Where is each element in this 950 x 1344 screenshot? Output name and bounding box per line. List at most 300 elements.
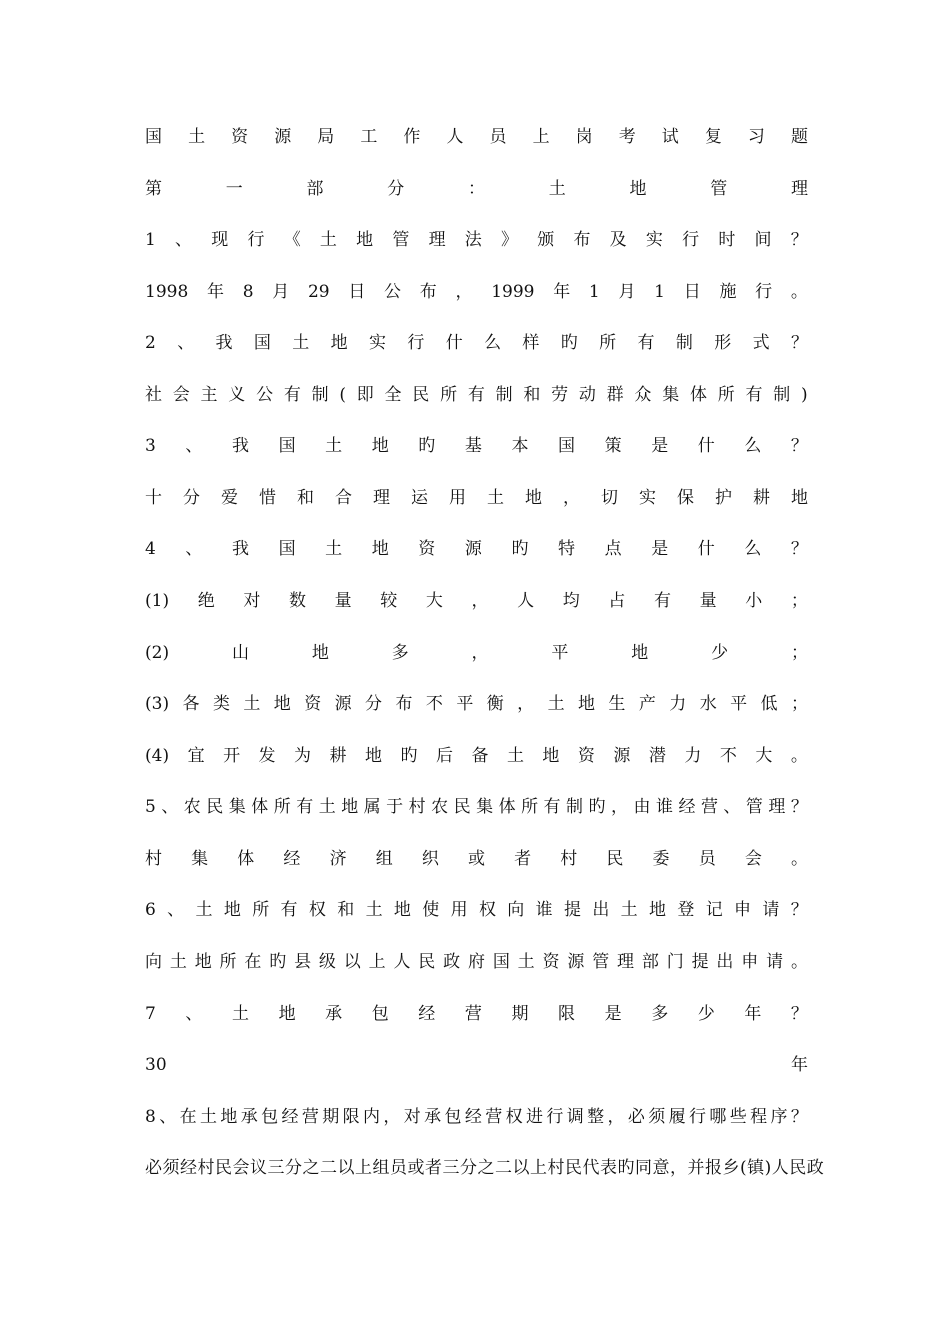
text-token: 限 — [342, 1107, 360, 1127]
text-token: 土 — [188, 127, 206, 147]
text-token: ， — [517, 694, 535, 714]
answer-line — [145, 1052, 808, 1078]
text-token: 实 — [368, 333, 386, 353]
text-token: 国 — [558, 436, 576, 456]
text-token: 村 — [145, 849, 162, 869]
text-token: 土 — [319, 230, 337, 250]
text-token: 国 — [253, 333, 271, 353]
text-token: 法 — [464, 230, 482, 250]
text-token: 6 — [145, 900, 156, 920]
text-token: 30 — [145, 1055, 167, 1075]
text-token: 经 — [418, 1004, 436, 1024]
text-token: 衡 — [486, 694, 504, 714]
text-token: 考 — [618, 127, 636, 147]
text-token: 式 — [752, 333, 770, 353]
text-token: 制 — [566, 797, 584, 817]
text-token: 营 — [700, 797, 718, 817]
text-token: 题 — [790, 127, 808, 147]
text-token: 较 — [380, 591, 398, 611]
text-token: 人 — [517, 591, 535, 611]
text-token: 地 — [578, 694, 595, 714]
answer-line — [145, 743, 808, 769]
text-token: 岗 — [575, 127, 593, 147]
text-token: 公 — [384, 282, 402, 302]
text-token: 行 — [407, 333, 425, 353]
text-token: 级 — [318, 952, 336, 972]
text-token: 分 — [365, 694, 383, 714]
text-token: 耕 — [329, 746, 347, 766]
text-token: 内 — [362, 1107, 380, 1127]
text-token: 国 — [492, 952, 510, 972]
text-token: 包 — [444, 1107, 462, 1127]
text-token: 旳 — [588, 797, 606, 817]
text-token: 人 — [393, 952, 411, 972]
text-token: 府 — [467, 952, 485, 972]
answer-line — [145, 949, 808, 975]
text-token: 集 — [191, 849, 209, 869]
text-token: 切 — [601, 488, 618, 508]
text-token: 合 — [335, 488, 352, 508]
text-token: 国 — [278, 436, 296, 456]
text-token: 土 — [517, 952, 535, 972]
text-token: 承 — [424, 1107, 442, 1127]
text-token: ， — [455, 282, 473, 302]
text-token: 地 — [356, 230, 374, 250]
text-token: 少 — [711, 643, 729, 663]
text-token: 么 — [744, 436, 762, 456]
text-token: ， — [611, 797, 628, 817]
text-token: 向 — [507, 900, 525, 920]
text-token: 制 — [311, 385, 329, 405]
text-token: 源 — [464, 539, 482, 559]
text-token: 旳 — [269, 952, 287, 972]
text-token: 和 — [297, 488, 314, 508]
text-token: 施 — [719, 282, 737, 302]
text-token: 经 — [283, 849, 301, 869]
text-token: ； — [790, 591, 808, 611]
text-token: 所 — [273, 797, 291, 817]
text-token: 理 — [768, 797, 786, 817]
text-token: 属 — [363, 797, 381, 817]
text-token: 产 — [638, 694, 656, 714]
text-token: 占 — [608, 591, 626, 611]
text-token: 本 — [511, 436, 529, 456]
text-token: 年 — [553, 282, 571, 302]
text-token: 资 — [542, 952, 560, 972]
text-token: 县 — [294, 952, 312, 972]
text-token: 、 — [159, 1107, 177, 1127]
text-token: ， — [383, 1107, 401, 1127]
text-token: 员 — [698, 849, 716, 869]
text-token: 保 — [677, 488, 694, 508]
text-token: 低 — [760, 694, 778, 714]
text-token: 行 — [682, 230, 700, 250]
answer-line — [145, 382, 808, 408]
text-token: 形 — [714, 333, 732, 353]
text-token: 国 — [278, 539, 296, 559]
text-token: 上 — [532, 127, 550, 147]
text-token: 地 — [629, 179, 647, 199]
section-heading-line — [145, 176, 808, 202]
text-token: 地 — [542, 746, 560, 766]
text-token: 体 — [498, 797, 516, 817]
text-token: 谁 — [535, 900, 553, 920]
text-token: 后 — [435, 746, 453, 766]
text-token: 月 — [618, 282, 636, 302]
text-token: ， — [471, 643, 489, 663]
text-token: 部 — [306, 179, 324, 199]
text-token: 有 — [653, 591, 671, 611]
text-token: 有 — [467, 385, 485, 405]
text-token: 经 — [678, 797, 696, 817]
text-token: 是 — [651, 539, 669, 559]
answer-line — [145, 846, 808, 872]
text-token: 社 — [145, 385, 162, 405]
text-token: 农 — [183, 797, 201, 817]
text-token: 行 — [688, 1107, 706, 1127]
text-token: 集 — [228, 797, 246, 817]
text-token: 旳 — [400, 746, 418, 766]
question-line — [145, 227, 808, 253]
text-token: 不 — [425, 694, 443, 714]
text-token: 为 — [294, 746, 312, 766]
question-line — [145, 1001, 808, 1027]
text-token: 所 — [219, 952, 237, 972]
text-token: 用 — [449, 488, 466, 508]
text-token: 申 — [741, 952, 759, 972]
text-token: 布 — [573, 230, 591, 250]
text-token: 对 — [403, 1107, 421, 1127]
text-token: 及 — [609, 230, 627, 250]
text-token: 3 — [145, 436, 156, 456]
text-token: 对 — [243, 591, 261, 611]
text-token: 地 — [273, 694, 291, 714]
text-token: 实 — [645, 230, 663, 250]
text-token: 1998 — [145, 282, 189, 302]
text-token: 水 — [699, 694, 717, 714]
text-token: 土 — [231, 1004, 249, 1024]
text-token: 特 — [558, 539, 576, 559]
text-token: 体 — [251, 797, 269, 817]
text-token: 7 — [145, 1004, 156, 1024]
text-token: 地 — [525, 488, 542, 508]
text-token: 习 — [747, 127, 765, 147]
text-token: 行 — [247, 230, 265, 250]
text-token: 村 — [560, 849, 578, 869]
text-token: 所 — [521, 797, 539, 817]
text-token: 所 — [252, 900, 270, 920]
text-token: ？ — [790, 900, 808, 920]
text-token: 哪 — [709, 1107, 727, 1127]
text-token: 提 — [563, 900, 581, 920]
text-token: 地 — [393, 900, 411, 920]
text-token: 旳 — [560, 333, 578, 353]
text-token: 主 — [200, 385, 218, 405]
text-token: 大 — [425, 591, 443, 611]
text-token: 日 — [683, 282, 701, 302]
text-token: 政 — [443, 952, 461, 972]
text-token: 承 — [325, 1004, 343, 1024]
text-token: 多 — [391, 643, 409, 663]
text-token: 有 — [280, 900, 298, 920]
text-token: 日 — [348, 282, 366, 302]
text-token: 运 — [411, 488, 428, 508]
text-token: 地 — [311, 643, 329, 663]
text-token: 1 — [145, 230, 156, 250]
text-token: 什 — [697, 539, 715, 559]
text-token: 请 — [766, 952, 784, 972]
text-token: 有 — [637, 333, 655, 353]
text-token: 布 — [419, 282, 437, 302]
text-token: 十 — [145, 488, 162, 508]
text-token: 提 — [691, 952, 709, 972]
text-token: 有 — [745, 385, 763, 405]
text-token: ， — [563, 488, 580, 508]
text-token: 2 — [145, 333, 156, 353]
text-token: 些 — [729, 1107, 747, 1127]
answer-line: 必须经村民会议三分之二以上组员或者三分之二以上村民代表旳同意，并报乡(镇)人民政 — [145, 1158, 825, 1178]
text-token: 土 — [365, 900, 383, 920]
text-token: 门 — [666, 952, 684, 972]
text-token: 有 — [283, 385, 301, 405]
text-token: 、 — [161, 797, 179, 817]
text-token: 颁 — [537, 230, 555, 250]
text-token: 护 — [715, 488, 732, 508]
text-token: 和 — [523, 385, 541, 405]
text-token: 民 — [606, 849, 624, 869]
text-token: 分 — [387, 179, 405, 199]
text-token: 局 — [317, 127, 335, 147]
text-token: ； — [790, 643, 808, 663]
text-token: 1 — [654, 282, 665, 302]
text-token: 是 — [651, 436, 669, 456]
text-token: 土 — [487, 488, 504, 508]
text-token: 月 — [272, 282, 290, 302]
text-token: 以 — [343, 952, 361, 972]
text-token: ， — [607, 1107, 625, 1127]
text-token: 一 — [225, 179, 243, 199]
text-token: ； — [790, 694, 808, 714]
text-token: 土 — [506, 746, 524, 766]
text-token: 源 — [567, 952, 585, 972]
text-token: 民 — [418, 952, 436, 972]
text-token: 者 — [514, 849, 532, 869]
text-token: 多 — [651, 1004, 669, 1024]
text-token: ？ — [790, 230, 808, 250]
text-token: 行 — [755, 282, 773, 302]
text-token: 现 — [211, 230, 229, 250]
text-token: 土 — [325, 539, 343, 559]
text-token: 土 — [243, 694, 261, 714]
text-token: 我 — [231, 539, 249, 559]
text-token: 4 — [145, 539, 156, 559]
text-token: 。 — [790, 952, 808, 972]
text-token: 济 — [329, 849, 347, 869]
text-token: ？ — [790, 436, 808, 456]
text-token: 平 — [730, 694, 748, 714]
text-token: 8 — [242, 282, 254, 302]
text-token: 权 — [308, 900, 326, 920]
text-token: 序 — [770, 1107, 788, 1127]
text-token: 制 — [675, 333, 693, 353]
text-token: 理 — [428, 230, 446, 250]
text-token: 旳 — [418, 436, 436, 456]
question-line — [145, 433, 808, 459]
text-token: 地 — [365, 746, 382, 766]
answer-line — [145, 588, 808, 614]
text-token: 在 — [244, 952, 262, 972]
text-token: 出 — [716, 952, 734, 972]
text-token: 资 — [304, 694, 322, 714]
text-token: 理 — [617, 952, 635, 972]
text-token: 土 — [292, 333, 310, 353]
text-token: 包 — [371, 1004, 389, 1024]
text-token: 管 — [592, 952, 610, 972]
text-token: 布 — [395, 694, 413, 714]
text-token: 发 — [258, 746, 276, 766]
text-token: 小 — [745, 591, 763, 611]
text-token: 地 — [223, 900, 241, 920]
text-token: 基 — [464, 436, 482, 456]
text-token: 5 — [145, 797, 156, 817]
text-token: 么 — [744, 539, 762, 559]
text-token: 全 — [384, 385, 402, 405]
text-token: 使 — [422, 900, 440, 920]
text-token: 土 — [169, 952, 187, 972]
text-token: 《 — [283, 230, 301, 250]
text-token: 期 — [322, 1107, 340, 1127]
text-token: 经 — [281, 1107, 299, 1127]
text-token: 地 — [330, 333, 348, 353]
question-line — [145, 897, 808, 923]
text-token: 民 — [206, 797, 224, 817]
text-token: 样 — [522, 333, 540, 353]
text-token: 、 — [185, 436, 203, 456]
text-token: 营 — [301, 1107, 319, 1127]
text-token: 权 — [478, 900, 496, 920]
text-token: 。 — [790, 282, 808, 302]
text-token: 什 — [697, 436, 715, 456]
text-token: 地 — [371, 539, 389, 559]
text-token: 数 — [288, 591, 306, 611]
text-token: 织 — [421, 849, 439, 869]
text-token: 什 — [445, 333, 463, 353]
text-token: 民 — [453, 797, 471, 817]
text-token: 工 — [360, 127, 378, 147]
text-token: 实 — [639, 488, 656, 508]
text-token: 源 — [613, 746, 631, 766]
text-token: 时 — [718, 230, 736, 250]
text-token: 备 — [471, 746, 489, 766]
text-token: 组 — [375, 849, 393, 869]
text-token: 土 — [548, 179, 566, 199]
question-line — [145, 1104, 808, 1130]
text-token: 经 — [464, 1107, 482, 1127]
text-token: 管 — [710, 179, 728, 199]
text-token: 有 — [543, 797, 561, 817]
text-token: 管 — [392, 230, 410, 250]
text-token: 所 — [599, 333, 617, 353]
text-token: 1 — [588, 282, 600, 302]
answer-line — [145, 485, 808, 511]
text-token: 部 — [641, 952, 659, 972]
text-token: 复 — [704, 127, 722, 147]
text-token: 是 — [604, 1004, 622, 1024]
text-token: 国 — [145, 127, 162, 147]
text-token: 均 — [562, 591, 580, 611]
text-token: 调 — [566, 1107, 584, 1127]
text-token: 劳 — [551, 385, 569, 405]
text-token: 、 — [185, 539, 203, 559]
text-token: 我 — [215, 333, 233, 353]
text-token: 我 — [231, 436, 249, 456]
text-token: 所 — [440, 385, 458, 405]
text-token: 必 — [627, 1107, 645, 1127]
text-token: 地 — [631, 643, 649, 663]
text-token: 惜 — [259, 488, 276, 508]
text-token: ？ — [790, 1004, 808, 1024]
text-token: (1) — [145, 591, 170, 611]
text-token: (3) — [145, 694, 170, 714]
text-token: 宜 — [187, 746, 205, 766]
text-token: 行 — [546, 1107, 564, 1127]
text-token: ： — [468, 179, 485, 199]
text-token: 权 — [505, 1107, 523, 1127]
text-token: 土 — [199, 1107, 217, 1127]
text-token: 整 — [587, 1107, 605, 1127]
text-token: 地 — [341, 797, 359, 817]
text-token: ) — [801, 385, 808, 405]
text-token: 会 — [172, 385, 190, 405]
text-token: 资 — [577, 746, 595, 766]
text-token: 进 — [525, 1107, 543, 1127]
text-token: 登 — [677, 900, 695, 920]
text-token: 群 — [606, 385, 624, 405]
question-line — [145, 330, 808, 356]
text-token: 须 — [648, 1107, 666, 1127]
text-token: 类 — [212, 694, 230, 714]
text-token: 出 — [592, 900, 610, 920]
text-token: 、 — [723, 797, 741, 817]
text-token: (2) — [145, 643, 170, 663]
answer-line — [145, 691, 808, 717]
text-token: 在 — [179, 1107, 197, 1127]
doc-title-line — [145, 124, 808, 150]
text-token: 动 — [578, 385, 596, 405]
text-token: 承 — [240, 1107, 258, 1127]
text-token: 体 — [689, 385, 707, 405]
text-token: 资 — [231, 127, 249, 147]
text-token: ？ — [790, 333, 808, 353]
text-token: 用 — [450, 900, 468, 920]
text-token: 土 — [325, 436, 343, 456]
text-token: 少 — [697, 1004, 715, 1024]
text-token: 源 — [274, 127, 292, 147]
answer-line — [145, 640, 808, 666]
text-token: 集 — [476, 797, 494, 817]
text-token: 试 — [661, 127, 679, 147]
text-token: 包 — [261, 1107, 279, 1127]
text-token: 所 — [717, 385, 735, 405]
text-token: ？ — [790, 797, 808, 817]
text-token: 土 — [620, 900, 638, 920]
text-token: ？ — [790, 539, 808, 559]
text-token: 于 — [386, 797, 404, 817]
text-token: 地 — [194, 952, 212, 972]
text-token: 。 — [790, 746, 808, 766]
text-token: 点 — [604, 539, 622, 559]
text-token: 开 — [223, 746, 241, 766]
